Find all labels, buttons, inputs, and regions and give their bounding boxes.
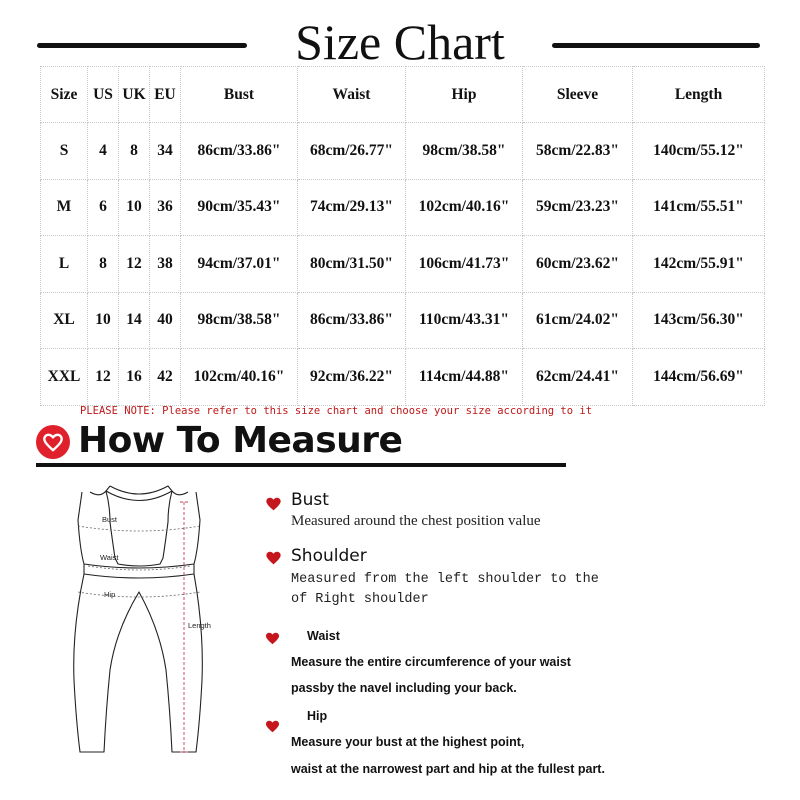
table-cell: 144cm/56.69" — [633, 349, 765, 406]
section-title: How To Measure — [78, 420, 403, 461]
table-cell: 74cm/29.13" — [298, 179, 406, 236]
item-label: Hip — [307, 709, 328, 723]
item-label: Bust — [291, 490, 329, 510]
table-cell: 38 — [150, 236, 181, 293]
table-header-row — [41, 67, 765, 123]
pants-outline — [74, 574, 203, 752]
table-cell: 12 — [88, 349, 119, 406]
item-description-line2: of Right shoulder — [291, 592, 429, 607]
table-row — [41, 292, 765, 349]
column-header: UK — [119, 67, 150, 123]
table-cell: 42 — [150, 349, 181, 406]
item-description-line1: Measure the entire circumference of your waist — [291, 655, 571, 669]
heart-icon — [265, 550, 282, 565]
table-row — [41, 123, 765, 180]
column-header: Sleeve — [523, 67, 633, 123]
table-cell: 40 — [150, 292, 181, 349]
title-rule-left — [37, 43, 247, 48]
table-cell: 34 — [150, 123, 181, 180]
table-cell: 8 — [88, 236, 119, 293]
table-cell: 143cm/56.30" — [633, 292, 765, 349]
column-header: Waist — [298, 67, 406, 123]
table-cell: 142cm/55.91" — [633, 236, 765, 293]
table-cell: 36 — [150, 179, 181, 236]
table-cell: S — [41, 123, 88, 180]
table-cell: 8 — [119, 123, 150, 180]
item-description-line1: Measure your bust at the highest point, — [291, 735, 525, 749]
heart-icon — [265, 631, 280, 645]
table-cell: 12 — [119, 236, 150, 293]
measurement-figure — [60, 480, 230, 770]
table-cell: 16 — [119, 349, 150, 406]
table-cell: 6 — [88, 179, 119, 236]
table-cell: 102cm/40.16" — [181, 349, 298, 406]
table-cell: M — [41, 179, 88, 236]
size-chart-header — [0, 12, 800, 74]
table-row — [41, 179, 765, 236]
table-cell: XL — [41, 292, 88, 349]
item-description: Measured around the chest position value — [291, 513, 541, 529]
table-cell: 68cm/26.77" — [298, 123, 406, 180]
table-cell: 14 — [119, 292, 150, 349]
diagram-label-hip: Hip — [104, 590, 116, 599]
title-rule-right — [552, 43, 760, 48]
table-cell: XXL — [41, 349, 88, 406]
table-cell: 98cm/38.58" — [406, 123, 523, 180]
item-description-line2: passby the navel including your back. — [291, 681, 517, 695]
column-header: Hip — [406, 67, 523, 123]
table-cell: 60cm/23.62" — [523, 236, 633, 293]
item-description-line2: waist at the narrowest part and hip at the fullest part. — [291, 762, 605, 776]
table-cell: 86cm/33.86" — [298, 292, 406, 349]
item-label: Shoulder — [291, 546, 367, 566]
table-cell: 58cm/22.83" — [523, 123, 633, 180]
table-cell: 62cm/24.41" — [523, 349, 633, 406]
table-cell: 106cm/41.73" — [406, 236, 523, 293]
table-cell: 80cm/31.50" — [298, 236, 406, 293]
table-cell: 94cm/37.01" — [181, 236, 298, 293]
item-description-line1: Measured from the left shoulder to the — [291, 572, 599, 587]
table-cell: 110cm/43.31" — [406, 292, 523, 349]
size-note: PLEASE NOTE: Please refer to this size chart and choose your size according to it — [80, 405, 593, 417]
table-cell: 92cm/36.22" — [298, 349, 406, 406]
section-rule — [36, 463, 566, 467]
column-header: Bust — [181, 67, 298, 123]
bust-line — [78, 526, 200, 531]
table-cell: 10 — [119, 179, 150, 236]
table-cell: 114cm/44.88" — [406, 349, 523, 406]
diagram-label-waist: Waist — [100, 553, 119, 562]
table-cell: 61cm/24.02" — [523, 292, 633, 349]
table-row — [41, 236, 765, 293]
column-header: Length — [633, 67, 765, 123]
table-cell: 140cm/55.12" — [633, 123, 765, 180]
neckline — [106, 491, 172, 501]
diagram-label-bust: Bust — [102, 515, 118, 524]
heart-icon — [265, 719, 280, 733]
item-label: Waist — [307, 629, 340, 643]
page-title: Size Chart — [295, 14, 505, 70]
column-header: EU — [150, 67, 181, 123]
heart-badge-icon — [36, 425, 70, 459]
table-cell: 59cm/23.23" — [523, 179, 633, 236]
size-table — [40, 66, 765, 406]
table-row — [41, 349, 765, 406]
table-cell: 10 — [88, 292, 119, 349]
length-line — [180, 502, 188, 752]
column-header: Size — [41, 67, 88, 123]
table-cell: 98cm/38.58" — [181, 292, 298, 349]
how-to-measure-header — [36, 422, 576, 462]
heart-icon — [265, 496, 282, 511]
table-cell: 141cm/55.51" — [633, 179, 765, 236]
table-cell: 90cm/35.43" — [181, 179, 298, 236]
table-cell: 86cm/33.86" — [181, 123, 298, 180]
table-cell: L — [41, 236, 88, 293]
table-cell: 4 — [88, 123, 119, 180]
diagram-label-length: Length — [188, 621, 211, 630]
table-cell: 102cm/40.16" — [406, 179, 523, 236]
column-header: US — [88, 67, 119, 123]
